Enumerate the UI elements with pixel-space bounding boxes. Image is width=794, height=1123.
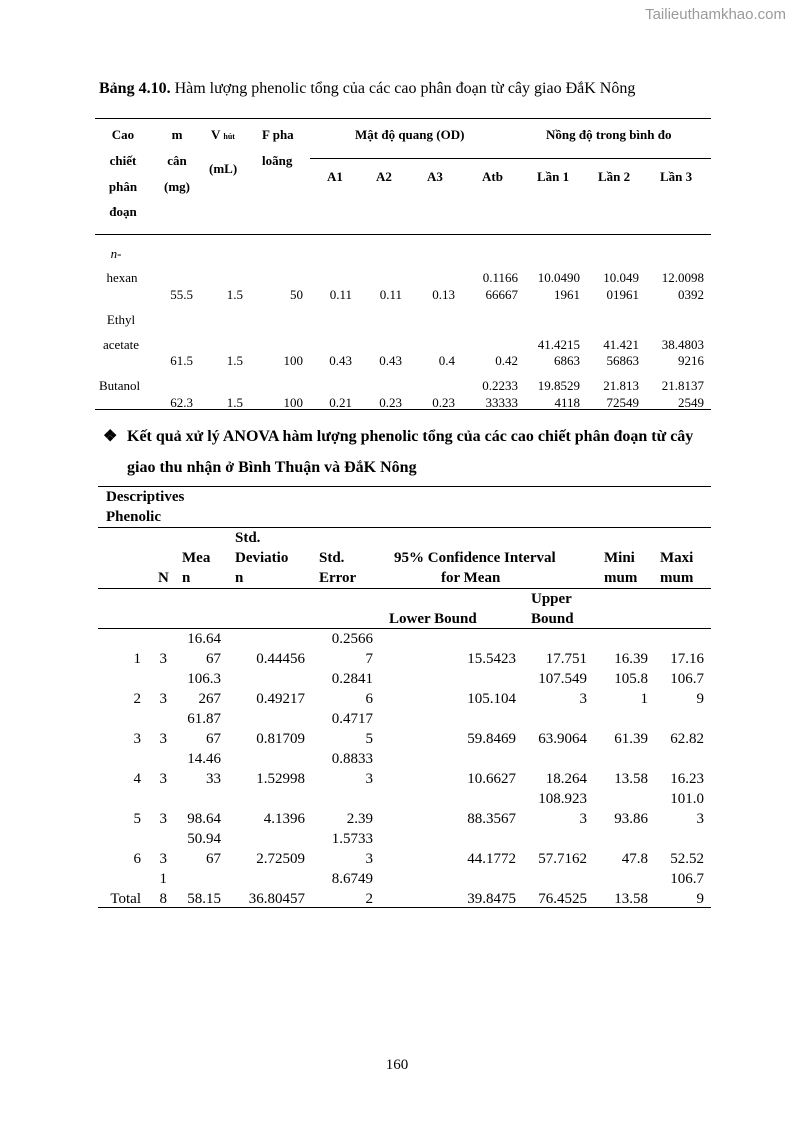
header-max-2: mum bbox=[660, 570, 694, 586]
cell-v: 1.5 bbox=[226, 395, 243, 410]
header-a2: A2 bbox=[376, 169, 392, 184]
table2-subtitle: Phenolic bbox=[106, 509, 161, 525]
header-lan2: Lần 2 bbox=[598, 169, 631, 184]
table2-subtitle-rule bbox=[98, 527, 711, 528]
header-v-unit: (mL) bbox=[209, 161, 238, 176]
cell-min-1: 105.8 bbox=[614, 671, 648, 687]
cell-lower: 15.5423 bbox=[467, 651, 516, 667]
header-cao-4: đoạn bbox=[109, 204, 137, 219]
header-cao-2: chiết bbox=[109, 153, 137, 168]
cell-mean-2: 58.15 bbox=[187, 891, 221, 907]
cell-l1-1: 19.8529 bbox=[537, 378, 580, 393]
header-lan1: Lần 1 bbox=[537, 169, 570, 184]
cell-se-2: 2.39 bbox=[346, 811, 373, 827]
cell-f: 100 bbox=[283, 353, 303, 368]
cell-max-1: 101.0 bbox=[670, 791, 704, 807]
cell-l1-2: 1961 bbox=[554, 287, 580, 302]
header-v bbox=[211, 127, 235, 143]
cell-max-1: 106.7 bbox=[670, 671, 704, 687]
cell-sd: 1.52998 bbox=[256, 771, 305, 787]
cell-m: 61.5 bbox=[170, 353, 193, 368]
cell-n-1: 1 bbox=[159, 871, 167, 887]
cell-atb-2: 0.42 bbox=[495, 353, 518, 368]
cell-upper-2: 63.9064 bbox=[538, 731, 587, 747]
page-number: 160 bbox=[385, 1057, 409, 1073]
header-a1: A1 bbox=[327, 169, 343, 184]
cell-max-2: 16.23 bbox=[670, 771, 704, 787]
row-label: 2 bbox=[133, 691, 141, 707]
cell-n-2: 3 bbox=[159, 731, 167, 747]
header-lower-bound: Lower Bound bbox=[389, 611, 477, 627]
header-f-1: F pha bbox=[262, 127, 294, 142]
header-conc-group: Nồng độ trong bình đo bbox=[546, 127, 672, 142]
cell-max-2: 9 bbox=[696, 691, 704, 707]
cell-se-1: 8.6749 bbox=[331, 871, 373, 887]
cell-a3: 0.13 bbox=[432, 287, 455, 302]
cell-l3-1: 12.0098 bbox=[661, 270, 704, 285]
cell-lower: 10.6627 bbox=[467, 771, 516, 787]
header-m-2: cân bbox=[167, 153, 187, 168]
cell-v: 1.5 bbox=[226, 353, 243, 368]
cell-min-2: 47.8 bbox=[621, 851, 648, 867]
cell-se-1: 0.4717 bbox=[331, 711, 373, 727]
cell-n-2: 3 bbox=[159, 771, 167, 787]
cell-max-2: 52.52 bbox=[670, 851, 704, 867]
header-max-1: Maxi bbox=[660, 550, 694, 566]
cell-atb-2: 66667 bbox=[485, 287, 518, 302]
row-name-1: Ethyl bbox=[106, 312, 136, 327]
cell-a1: 0.21 bbox=[329, 395, 352, 410]
row-label: 6 bbox=[133, 851, 141, 867]
row-name-2: acetate bbox=[102, 337, 140, 352]
cell-a2: 0.23 bbox=[379, 395, 402, 410]
cell-upper-2: 57.7162 bbox=[538, 851, 587, 867]
cell-upper-2: 17.751 bbox=[545, 651, 587, 667]
cell-m: 62.3 bbox=[170, 395, 193, 410]
header-sd-2: Deviatio bbox=[235, 550, 289, 566]
header-atb: Atb bbox=[482, 169, 503, 184]
row-label: Total bbox=[110, 891, 141, 907]
row-label: 4 bbox=[133, 771, 141, 787]
header-cao-3: phân bbox=[108, 179, 138, 194]
header-sd-3: n bbox=[235, 570, 244, 586]
cell-mean-1: 50.94 bbox=[187, 831, 221, 847]
cell-l3-1: 38.4803 bbox=[661, 337, 704, 352]
cell-se-1: 0.2841 bbox=[331, 671, 373, 687]
table1-top-rule bbox=[95, 118, 711, 119]
cell-a2: 0.11 bbox=[379, 287, 402, 302]
header-ci-2: for Mean bbox=[441, 570, 501, 586]
cell-sd: 36.80457 bbox=[248, 891, 305, 907]
header-se-1: Std. bbox=[319, 550, 345, 566]
watermark: Tailieuthamkhao.com bbox=[645, 6, 786, 23]
cell-min-2: 16.39 bbox=[614, 651, 648, 667]
cell-sd: 0.49217 bbox=[256, 691, 305, 707]
cell-a1: 0.43 bbox=[329, 353, 352, 368]
table2-title: Descriptives bbox=[106, 489, 185, 505]
cell-mean-1: 61.87 bbox=[187, 711, 221, 727]
header-v-sub: hút bbox=[223, 132, 235, 141]
cell-n-2: 3 bbox=[159, 851, 167, 867]
cell-l2-1: 41.421 bbox=[603, 337, 639, 352]
cell-sd: 4.1396 bbox=[263, 811, 305, 827]
cell-f: 100 bbox=[283, 395, 303, 410]
cell-m: 55.5 bbox=[170, 287, 193, 302]
row-label: 3 bbox=[133, 731, 141, 747]
header-min-1: Mini bbox=[604, 550, 635, 566]
table2-top-rule bbox=[98, 486, 711, 487]
cell-l2-2: 72549 bbox=[606, 395, 639, 410]
cell-lower: 44.1772 bbox=[467, 851, 516, 867]
cell-mean-2: 33 bbox=[206, 771, 221, 787]
row-label: 5 bbox=[133, 811, 141, 827]
cell-l3-1: 21.8137 bbox=[661, 378, 704, 393]
cell-se-2: 6 bbox=[365, 691, 373, 707]
cell-a2: 0.43 bbox=[379, 353, 402, 368]
header-ci-1: 95% Confidence Interval bbox=[394, 550, 556, 566]
cell-se-1: 0.8833 bbox=[331, 751, 373, 767]
row-name-2: hexan bbox=[106, 270, 138, 285]
diamond-bullet-icon: ❖ bbox=[103, 428, 118, 445]
header-cao-1: Cao bbox=[111, 127, 135, 142]
cell-a3: 0.23 bbox=[432, 395, 455, 410]
cell-lower: 105.104 bbox=[467, 691, 516, 707]
cell-l3-2: 0392 bbox=[678, 287, 704, 302]
header-v-label: V bbox=[211, 127, 221, 142]
cell-se-2: 5 bbox=[365, 731, 373, 747]
cell-max-2: 17.16 bbox=[670, 651, 704, 667]
header-sd-1: Std. bbox=[235, 530, 261, 546]
cell-upper-1: 107.549 bbox=[538, 671, 587, 687]
header-a3: A3 bbox=[427, 169, 443, 184]
header-n: N bbox=[158, 570, 169, 586]
cell-mean-1: 16.64 bbox=[187, 631, 221, 647]
cell-min-2: 13.58 bbox=[614, 771, 648, 787]
cell-a3: 0.4 bbox=[438, 353, 455, 368]
cell-atb-1: 0.1166 bbox=[482, 270, 518, 285]
anova-heading bbox=[103, 421, 767, 483]
header-se-2: Error bbox=[319, 570, 357, 586]
cell-v: 1.5 bbox=[226, 287, 243, 302]
cell-l2-2: 56863 bbox=[606, 353, 639, 368]
header-mean-1: Mea bbox=[182, 550, 211, 566]
cell-se-2: 2 bbox=[365, 891, 373, 907]
cell-mean-2: 98.64 bbox=[187, 811, 221, 827]
cell-n-2: 3 bbox=[159, 811, 167, 827]
table1-group-rule bbox=[310, 158, 711, 159]
row-name-1: Butanol bbox=[99, 378, 141, 393]
cell-n-2: 3 bbox=[159, 691, 167, 707]
cell-f: 50 bbox=[290, 287, 303, 302]
anova-heading-line1: Kết quả xử lý ANOVA hàm lượng phenolic tổng của các cao chiết phân đoạn từ cây bbox=[127, 428, 694, 445]
cell-min-2: 61.39 bbox=[614, 731, 648, 747]
row-label: 1 bbox=[133, 651, 141, 667]
header-upper-1: Upper bbox=[531, 591, 572, 607]
cell-l1-2: 4118 bbox=[554, 395, 580, 410]
header-mean-2: n bbox=[182, 570, 191, 586]
cell-lower: 59.8469 bbox=[467, 731, 516, 747]
cell-se-1: 0.2566 bbox=[331, 631, 373, 647]
table2-header-rule bbox=[98, 588, 711, 589]
cell-l1-1: 41.4215 bbox=[537, 337, 580, 352]
cell-sd: 0.81709 bbox=[256, 731, 305, 747]
cell-se-2: 7 bbox=[365, 651, 373, 667]
cell-atb-1: 0.2233 bbox=[482, 378, 518, 393]
cell-atb-2: 33333 bbox=[485, 395, 518, 410]
cell-mean-2: 67 bbox=[206, 731, 221, 747]
caption-text: Hàm lượng phenolic tổng của các cao phân đoạn từ cây giao ĐắK Nông bbox=[170, 80, 636, 97]
cell-l1-2: 6863 bbox=[554, 353, 580, 368]
cell-upper-2: 76.4525 bbox=[538, 891, 587, 907]
cell-a1: 0.11 bbox=[329, 287, 352, 302]
cell-l2-1: 21.813 bbox=[603, 378, 639, 393]
anova-heading-line2: giao thu nhận ở Bình Thuận và ĐắK Nông bbox=[127, 459, 417, 476]
header-m-1: m bbox=[171, 127, 183, 142]
cell-lower: 39.8475 bbox=[467, 891, 516, 907]
cell-max-2: 9 bbox=[696, 891, 704, 907]
cell-min-2: 13.58 bbox=[614, 891, 648, 907]
cell-l3-2: 9216 bbox=[678, 353, 704, 368]
caption-label: Bảng 4.10. bbox=[99, 80, 171, 97]
cell-mean-2: 67 bbox=[206, 651, 221, 667]
cell-mean-2: 267 bbox=[198, 691, 221, 707]
header-f-2: loãng bbox=[262, 153, 293, 168]
cell-mean-1: 106.3 bbox=[187, 671, 221, 687]
header-m-3: (mg) bbox=[164, 179, 190, 194]
header-lan3: Lần 3 bbox=[660, 169, 693, 184]
table-caption bbox=[99, 80, 635, 98]
cell-mean-1: 14.46 bbox=[187, 751, 221, 767]
cell-mean-2: 67 bbox=[206, 851, 221, 867]
row-name-1: n- bbox=[110, 246, 122, 261]
cell-max-2: 3 bbox=[696, 811, 704, 827]
header-min-2: mum bbox=[604, 570, 638, 586]
cell-max-1: 106.7 bbox=[670, 871, 704, 887]
cell-l3-2: 2549 bbox=[678, 395, 704, 410]
cell-se-2: 3 bbox=[365, 771, 373, 787]
cell-upper-2: 3 bbox=[579, 811, 587, 827]
cell-sd: 2.72509 bbox=[256, 851, 305, 867]
cell-max-2: 62.82 bbox=[670, 731, 704, 747]
cell-n-2: 3 bbox=[159, 651, 167, 667]
cell-upper-2: 3 bbox=[579, 691, 587, 707]
cell-l2-2: 01961 bbox=[606, 287, 639, 302]
cell-lower: 88.3567 bbox=[467, 811, 516, 827]
cell-upper-1: 108.923 bbox=[538, 791, 587, 807]
cell-n-2: 8 bbox=[159, 891, 167, 907]
cell-l2-1: 10.049 bbox=[603, 270, 639, 285]
table1-header-rule bbox=[95, 234, 711, 235]
cell-min-2: 1 bbox=[640, 691, 648, 707]
table2-subheader-rule bbox=[98, 628, 711, 629]
cell-se-2: 3 bbox=[365, 851, 373, 867]
header-od-group: Mật độ quang (OD) bbox=[355, 127, 465, 142]
cell-se-1: 1.5733 bbox=[331, 831, 373, 847]
header-upper-2: Bound bbox=[531, 611, 574, 627]
cell-min-2: 93.86 bbox=[614, 811, 648, 827]
cell-l1-1: 10.0490 bbox=[537, 270, 580, 285]
cell-upper-2: 18.264 bbox=[545, 771, 587, 787]
cell-sd: 0.44456 bbox=[256, 651, 305, 667]
